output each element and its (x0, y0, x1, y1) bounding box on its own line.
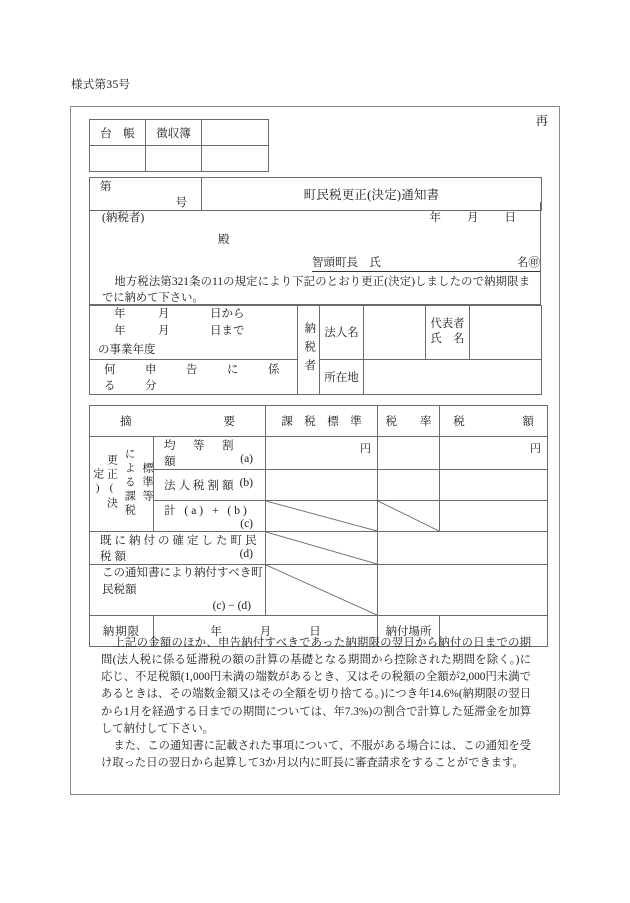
houjinzei-tax-amount[interactable] (440, 470, 548, 501)
correction-label-col-right: 標準等 (141, 461, 153, 504)
row-label-houjinzei (154, 470, 266, 501)
register-third-value[interactable] (202, 146, 269, 172)
mayor-signature-line (312, 254, 540, 272)
representative-label (426, 306, 470, 360)
yen-unit-base: 円 (360, 443, 371, 455)
amount-table (89, 405, 548, 647)
form-number: 様式第35号 (71, 79, 131, 91)
issue-date-year: 年 (429, 212, 441, 224)
address-value[interactable] (364, 359, 542, 394)
fy-from-year: 年 (114, 308, 126, 320)
row-label-payable-text: この通知書により納付すべき町民税額 (102, 567, 263, 596)
deadline-label: 納期限 (90, 616, 154, 647)
diagonal-strike-icon (378, 501, 439, 531)
table-row (90, 501, 548, 532)
houjinzei-tax-rate[interactable] (378, 470, 440, 501)
form-frame (70, 106, 560, 795)
payable-struck (266, 565, 378, 616)
kintou-tax-amount[interactable] (440, 437, 548, 470)
tax-amount-table (89, 405, 548, 647)
table-row (90, 565, 548, 616)
register-choushubo-value[interactable] (146, 146, 202, 172)
table-row (90, 120, 269, 146)
register-box (89, 119, 269, 172)
representative-label-line2: 氏 名 (430, 333, 465, 346)
table-row (90, 470, 548, 501)
kintou-tax-rate[interactable] (378, 437, 440, 470)
fy-to-year: 年 (114, 325, 126, 338)
table-row (90, 146, 269, 172)
declaration-type-row[interactable]: 何 申 告 に 係 る 分 (90, 359, 298, 394)
fiscal-year-dates (96, 306, 245, 341)
register-daichou-value[interactable] (90, 146, 146, 172)
table-row (90, 532, 548, 565)
yen-unit-amount: 円 (530, 443, 541, 455)
taxpayer-vertical-label (298, 306, 320, 395)
payer-label: (納税者) (102, 212, 145, 224)
deadline-year: 年 (210, 626, 222, 639)
corp-name-label: 法人名 (320, 306, 364, 360)
fiscal-corporation-table (89, 305, 542, 395)
fy-to-month: 月 (158, 325, 170, 338)
row-tag-b: (b) (239, 477, 253, 489)
correction-label-col-left: 更正(決定) (91, 454, 118, 511)
representative-label-line1: 代表者 (430, 318, 465, 330)
column-header-summary: 摘 要 (90, 406, 266, 437)
row-label-kintou-text: 均 等 割 額 (164, 440, 251, 468)
diagonal-strike-icon (266, 501, 377, 531)
page-title: 町民税更正(決定)通知書 (202, 178, 542, 211)
total-tax-amount[interactable] (440, 501, 548, 532)
issue-date[interactable] (430, 209, 517, 225)
total-tax-base-struck (266, 501, 378, 532)
mayor-name-seal: 名㊞ (517, 257, 540, 269)
correction-label-col-mid: による課税 (123, 447, 136, 518)
dai-label: 第 (100, 181, 112, 193)
kintou-tax-base[interactable] (266, 437, 378, 470)
footer-note-paragraph-2: また、この通知書に記載された事項について、不服がある場合には、この通知を受け取った日の翌日から起算して3か月以内に町長に審査請求をすることができます。 (101, 739, 531, 770)
representative-value[interactable] (470, 306, 542, 360)
dono-honorific: 殿 (218, 234, 230, 246)
footer-note-paragraph-1: 上記の金額のほか、申告納付すべきであった納期限の翌日から納付の日までの期間(法人税に係る延滞税の額の計算の基礎となる期間から控除された期間を除く。)に応じ、不足税額(1,000円未満の端数があるとき、又はその税額の全額が2,000円未満であるときは、その端数金額又はその全額を切り捨てる。)につき年14.6%(納期限の翌日から1月を経過する日までの期間については、年7.3%)の割合で計算した延滞金を加算して納付して下さい。 (101, 637, 531, 735)
payment-place-label: 納付場所 (378, 616, 440, 647)
row-tag-c: (c) (240, 518, 253, 530)
fy-to-day: 日まで (210, 325, 245, 338)
correction-vertical-label (90, 437, 154, 532)
column-header-tax-rate: 税 率 (378, 406, 440, 437)
payable-value[interactable] (378, 565, 548, 616)
deadline-day: 日 (309, 626, 321, 639)
row-tag-c-minus-d: (c) − (d) (212, 600, 251, 613)
row-tag-a: (a) (240, 453, 253, 465)
table-row (90, 306, 542, 360)
column-header-tax-base: 課 税 標 準 (266, 406, 378, 437)
resubmission-mark: 再 (535, 114, 548, 128)
row-label-already-paid-text: 既に納付の確定した町民税額 (100, 535, 260, 563)
register-daichou-label: 台 帳 (90, 120, 146, 146)
register-choushubo-label: 徴収簿 (146, 120, 202, 146)
mayor-title: 智頭町長 氏 (312, 257, 381, 269)
row-label-kintou (154, 437, 266, 470)
already-paid-struck (266, 532, 378, 565)
fy-from-day: 日から (210, 308, 245, 320)
fiscal-year-cell[interactable] (90, 306, 298, 360)
fy-from-month: 月 (158, 308, 170, 320)
row-label-total (154, 501, 266, 532)
issue-date-day: 日 (504, 212, 516, 224)
address-label: 所在地 (320, 359, 364, 394)
fiscal-year-note: の事業年度 (98, 343, 156, 356)
footer-notes (101, 635, 531, 772)
legal-notice-text: 地方税法第321条の11の規定により下記のとおり更正(決定)しましたので納期限までに納めて下さい。 (102, 276, 530, 305)
corp-name-value[interactable] (364, 306, 426, 360)
row-tag-d: (d) (239, 548, 253, 560)
row-label-houjinzei-text: 法人税割額 (164, 480, 237, 492)
row-label-payable (90, 565, 266, 616)
table-row (90, 406, 548, 437)
row-label-already-paid (90, 532, 266, 565)
register-third-cell[interactable] (202, 120, 269, 146)
register-table (89, 119, 269, 172)
column-header-tax-amount: 税 額 (440, 406, 548, 437)
issue-date-month: 月 (467, 212, 479, 224)
total-tax-rate-struck (378, 501, 440, 532)
table-row (90, 437, 548, 470)
deadline-month: 月 (259, 626, 272, 639)
payer-block (89, 202, 541, 305)
taxpayer-vertical-text: 納税者 (303, 322, 316, 378)
already-paid-value[interactable] (378, 532, 548, 565)
row-label-total-text: 計 (a) + (b) (164, 505, 250, 517)
diagonal-strike-icon (266, 532, 377, 564)
gou-label: 号 (175, 197, 187, 209)
fiscal-table (89, 305, 542, 395)
houjinzei-tax-base[interactable] (266, 470, 378, 501)
diagonal-strike-icon (266, 565, 377, 615)
